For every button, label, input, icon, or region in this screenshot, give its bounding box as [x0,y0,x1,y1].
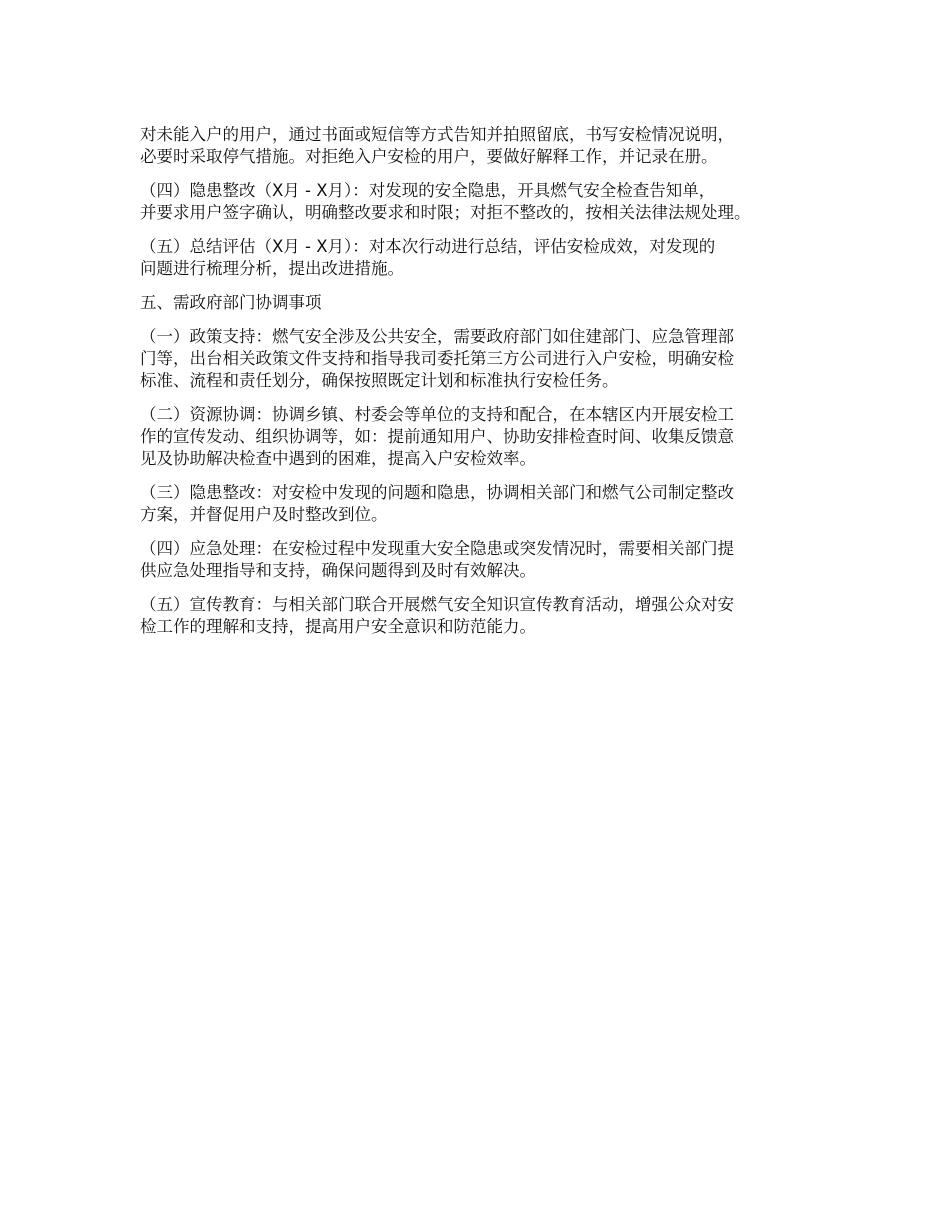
text-line: 对未能入户的用户，通过书面或短信等方式告知并拍照留底，书写安检情况说明， [140,125,734,144]
paragraph-summary-evaluation-phase [140,236,830,280]
text-line: （五）宣传教育：与相关部门联合开展燃气安全知识宣传教育活动，增强公众对安 [140,595,734,614]
paragraph-notice-absent-users [140,124,830,168]
text-line: 见及协助解决检查中遇到的困难，提高入户安检效率。 [140,449,536,468]
text-line: 门等，出台相关政策文件支持和指导我司委托第三方公司进行入户安检，明确安检 [140,349,734,368]
paragraph-emergency-handling [140,538,830,582]
text-line: 检工作的理解和支持，提高用户安全意识和防范能力。 [140,617,536,636]
text-line: （三）隐患整改：对安检中发现的问题和隐患，协调相关部门和燃气公司制定整改 [140,483,734,502]
section-heading-government-coordination [140,292,830,314]
text-line: （四）应急处理：在安检过程中发现重大安全隐患或突发情况时，需要相关部门提 [140,539,734,558]
text-line: 供应急处理指导和支持，确保问题得到及时有效解决。 [140,561,536,580]
text-line: 标准、流程和责任划分，确保按照既定计划和标准执行安检任务。 [140,371,619,390]
paragraph-publicity-education [140,594,830,638]
paragraph-policy-support [140,326,830,392]
text-line: （四）隐患整改（X月 - X月）：对发现的安全隐患，开具燃气安全检查告知单， [140,181,716,200]
text-line: 方案，并督促用户及时整改到位。 [140,505,388,524]
paragraph-hazard-rectification [140,482,830,526]
text-line: （五）总结评估（X月 - X月）：对本次行动进行总结，评估安检成效，对发现的 [140,237,716,256]
heading-text: 五、需政府部门协调事项 [140,293,322,312]
document-body [140,124,830,650]
text-line: 问题进行梳理分析，提出改进措施。 [140,259,404,278]
text-line: （二）资源协调：协调乡镇、村委会等单位的支持和配合，在本辖区内开展安检工 [140,405,734,424]
text-line: 作的宣传发动、组织协调等，如：提前通知用户、协助安排检查时间、收集反馈意 [140,427,734,446]
paragraph-resource-coordination [140,404,830,470]
paragraph-hazard-rectification-phase [140,180,830,224]
text-line: 并要求用户签字确认，明确整改要求和时限；对拒不整改的，按相关法律法规处理。 [140,203,751,222]
text-line: 必要时采取停气措施。对拒绝入户安检的用户，要做好解释工作，并记录在册。 [140,147,718,166]
text-line: （一）政策支持：燃气安全涉及公共安全，需要政府部门如住建部门、应急管理部 [140,327,734,346]
